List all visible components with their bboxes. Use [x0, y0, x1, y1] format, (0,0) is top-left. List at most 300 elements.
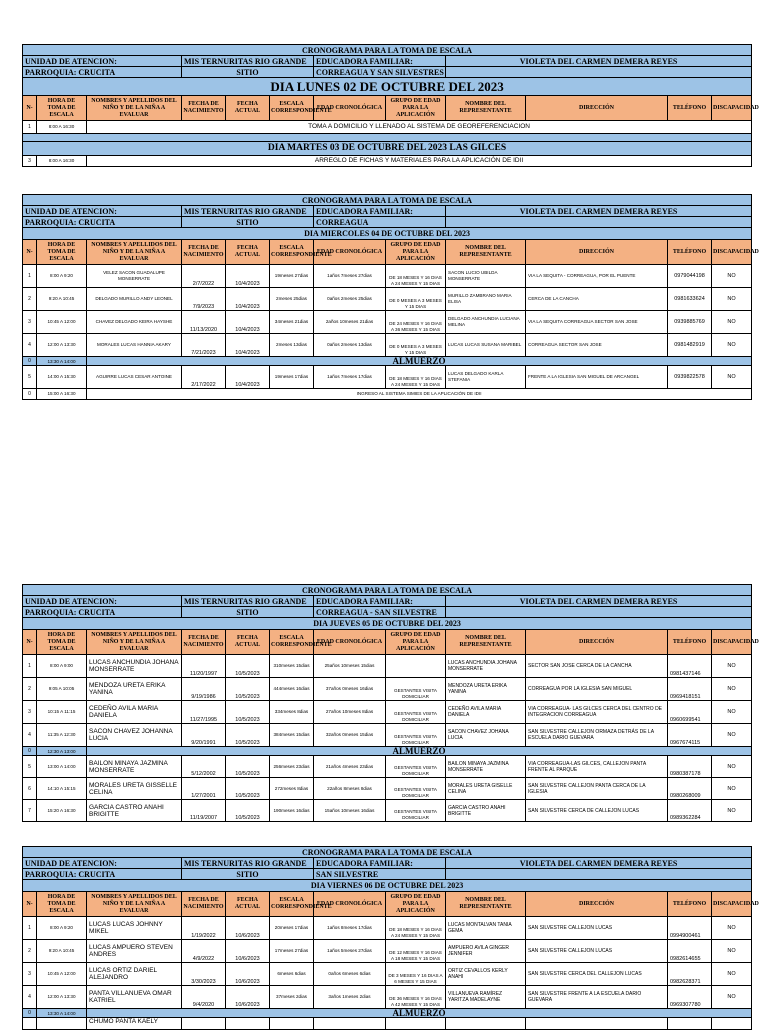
- row-direccion: VIA LA SEQUITA - CORREAGUA, POR EL PUENTE: [526, 265, 668, 288]
- row-representante: SACON CHAVEZ JOHANA LUCIA: [446, 724, 526, 747]
- unidad-value: MIS TERNURITAS RIO GRANDE: [182, 596, 314, 607]
- row-representante: LUCAS MONTALVAN TANIA GEMA: [446, 917, 526, 940]
- day-title-thursday: DIA JUEVES 05 DE OCTUBRE DEL 2023: [23, 618, 752, 630]
- row-edad: 1años 7meses 27dias: [314, 265, 386, 288]
- row-number: 2: [23, 678, 37, 701]
- row-child-name: AGUIRRE LUCAS CESAR ANTOINE: [87, 366, 182, 389]
- row-edad: 32años 0meses 15dias: [314, 724, 386, 747]
- col-header-discapacidad: DISCAPACIDAD: [712, 240, 752, 265]
- row-hora: 15:20 A 16:30: [37, 800, 87, 822]
- row-discapacidad: NO: [712, 986, 752, 1009]
- col-header-fecha-nac: FECHA DE NACIMIENTO: [182, 96, 226, 121]
- row-child-name: LUCAS AMPUERO STEVEN ANDRES: [87, 940, 182, 963]
- row-telefono: 0969307780: [668, 986, 712, 1009]
- row-number: 2: [23, 288, 37, 311]
- row-representante: LUCAS DELGADO KARLA STEFANIA: [446, 366, 526, 389]
- row-hora: 14:10 A 15:15: [37, 778, 87, 800]
- row-grupo: GESTANTES VISITA DOMICILIAR: [386, 778, 446, 800]
- row-fecha-nacimiento: 7/21/2023: [182, 334, 226, 357]
- row-fecha-actual: 10/5/2023: [226, 701, 270, 724]
- row-fecha-nacimiento: 11/20/1997: [182, 655, 226, 678]
- row-number: 5: [23, 366, 37, 389]
- row-hora: 8:00 A 16:30: [37, 121, 87, 134]
- col-header-direccion: DIRECCIÓN: [526, 892, 668, 917]
- col-header-hora: HORA DE TOMA DE ESCALA: [37, 892, 87, 917]
- row-number: 0: [23, 389, 37, 400]
- col-header-representante: NOMBRE DEL REPRESENTANTE: [446, 240, 526, 265]
- row-telefono: 0939822578: [668, 366, 712, 389]
- table-row: [23, 655, 752, 678]
- row-number: 1: [23, 265, 37, 288]
- row-discapacidad: NO: [712, 655, 752, 678]
- row-direccion: VIA LA SEQUITA CORREAGUA SECTOR SAN JOSE: [526, 311, 668, 334]
- row-edad: 0años 2meses 13dias: [314, 334, 386, 357]
- row-hora: 10:15 A 11:15: [37, 701, 87, 724]
- activity-message: TOMA A DOMICILIO Y LLENADO AL SISTEMA DE GEOREFERENCIACION: [87, 121, 752, 134]
- row-direccion: VIA CORREAGUA-LAS GILCES, CALLEJON PANTA FRENTE AL PARQUE: [526, 756, 668, 778]
- row-representante: LUCAS LUCAS SUSANA MARIBEL: [446, 334, 526, 357]
- unidad-value: MIS TERNURITAS RIO GRANDE: [182, 858, 314, 869]
- row-escala: 34meses 21dias: [270, 311, 314, 334]
- row-grupo: DE 0 MESES A 3 MESES Y 15 DIAS: [386, 288, 446, 311]
- col-header-discapacidad: DISCAPACIDAD: [712, 892, 752, 917]
- col-header-representante: NOMBRE DEL REPRESENTANTE: [446, 96, 526, 121]
- row-direccion: SAN SILVESTRE CALLEJON LUCAS: [526, 940, 668, 963]
- col-header-edad: EDAD CRONOLÓGICA: [314, 240, 386, 265]
- col-header-fecha-nac: FECHA DE NACIMIENTO: [182, 630, 226, 655]
- row-child-name: VELEZ SACON GUADALUPE MONSERRATE: [87, 265, 182, 288]
- col-header-n: N-: [23, 96, 37, 121]
- row-escala: 2meses 13dias: [270, 334, 314, 357]
- col-header-representante: NOMBRE DEL REPRESENTANTE: [446, 892, 526, 917]
- row-fecha-actual: 10/4/2023: [226, 311, 270, 334]
- row-number: 3: [23, 701, 37, 724]
- row-number: 7: [23, 800, 37, 822]
- table-row: [23, 701, 752, 724]
- row-telefono: 0960699541: [668, 701, 712, 724]
- row-edad: 0años 2meses 25dias: [314, 288, 386, 311]
- row-direccion: SECTOR SAN JOSE CERCA DE LA CANCHA: [526, 655, 668, 678]
- row-grupo: [386, 655, 446, 678]
- row-direccion: CORREAGUA POR LA IGLESIA SAN MIGUEL: [526, 678, 668, 701]
- row-edad: 1años 5meses 27dias: [314, 940, 386, 963]
- row-number: 5: [23, 756, 37, 778]
- row-hora: 9:05 A 10:05: [37, 678, 87, 701]
- col-header-grupo: GRUPO DE EDAD PARA LA APLICACIÓN: [386, 240, 446, 265]
- col-header-discapacidad: DISCAPACIDAD: [712, 96, 752, 121]
- col-header-hora: HORA DE TOMA DE ESCALA: [37, 96, 87, 121]
- col-header-n: N-: [23, 630, 37, 655]
- row-hora: 9:20 A 10:45: [37, 288, 87, 311]
- row-number: 3: [23, 963, 37, 986]
- col-header-discapacidad: DISCAPACIDAD: [712, 630, 752, 655]
- row-fecha-nacimiento: 11/13/2020: [182, 311, 226, 334]
- row-number: 4: [23, 724, 37, 747]
- row-representante: GARCIA CASTRO ANAHI BRIGITTE: [446, 800, 526, 822]
- row-fecha-nacimiento: 9/19/1986: [182, 678, 226, 701]
- sitio-value: CORREAGUA - SAN SILVESTRE: [314, 607, 446, 618]
- row-escala: 444meses 16dias: [270, 678, 314, 701]
- row-number: 1: [23, 655, 37, 678]
- row-edad: 0años 6meses 6dias: [314, 963, 386, 986]
- unidad-label: UNIDAD DE ATENCION:: [23, 596, 182, 607]
- day-title-monday: DIA LUNES 02 DE OCTUBRE DEL 2023: [23, 78, 752, 96]
- col-header-hora: HORA DE TOMA DE ESCALA: [37, 630, 87, 655]
- row-edad: 1años 8meses 17dias: [314, 917, 386, 940]
- table-row: [23, 756, 752, 778]
- col-header-telefono: TELÉFONO: [668, 240, 712, 265]
- row-number: 1: [23, 121, 37, 134]
- row-discapacidad: NO: [712, 800, 752, 822]
- row-child-name: PANTA VILLANUEVA OMAR KATRIEL: [87, 986, 182, 1009]
- row-fecha-actual: 10/5/2023: [226, 778, 270, 800]
- row-telefono: 0982614655: [668, 940, 712, 963]
- col-header-nombre: NOMBRES Y APELLIDOS DEL NIÑO Y DE LA NIÑA A EVALUAR: [87, 240, 182, 265]
- row-hora: 8:00 A 16:30: [37, 156, 87, 167]
- row-discapacidad: NO: [712, 701, 752, 724]
- row-escala: 2meses 25dias: [270, 288, 314, 311]
- row-fecha-actual: 10/5/2023: [226, 756, 270, 778]
- lunch-number: 0: [23, 1009, 37, 1018]
- row-fecha-actual: 10/6/2023: [226, 940, 270, 963]
- row-escala: 19meses 27dias: [270, 265, 314, 288]
- col-header-fecha-nac: FECHA DE NACIMIENTO: [182, 240, 226, 265]
- row-representante: MURILLO ZAMBRANO MARIA ELISA: [446, 288, 526, 311]
- row-hora: 9:20 A 10:45: [37, 940, 87, 963]
- row-representante: LUCAS ANCHUNDIA JOHANA MONSERRATE: [446, 655, 526, 678]
- row-grupo: GESTANTES VISITA DOMICILIAR: [386, 678, 446, 701]
- col-header-escala: ESCALA CORRESPONDIENTE: [270, 630, 314, 655]
- parroquia-label: PARROQUIA: CRUCITA: [23, 217, 182, 228]
- row-discapacidad: NO: [712, 756, 752, 778]
- schedule-block-3: [22, 584, 759, 822]
- row-number: 4: [23, 986, 37, 1009]
- row-hora: 10:45 A 12:00: [37, 963, 87, 986]
- row-fecha-actual: 10/4/2023: [226, 288, 270, 311]
- row-escala: 37meses 2dias: [270, 986, 314, 1009]
- row-grupo: GESTANTES VISITA DOMICILIAR: [386, 724, 446, 747]
- row-representante: AMPUERO AVILA GINGER JENNIFER: [446, 940, 526, 963]
- row-escala: 384meses 15dias: [270, 724, 314, 747]
- row-fecha-nacimiento: 5/12/2002: [182, 756, 226, 778]
- sitio-value: CORREAGUA: [314, 217, 446, 228]
- lunch-label: ALMUERZO: [87, 747, 752, 756]
- lunch-hora: 13:30 A 14:00: [37, 1009, 87, 1018]
- row-hora: 8:00 A 9:00: [37, 655, 87, 678]
- row-direccion: VIA CORREAGUA- LAS GILCES CERCA DEL CENTRO DE INTEGRACION CORREAGUA: [526, 701, 668, 724]
- row-fecha-actual: 10/5/2023: [226, 655, 270, 678]
- table-row: [23, 940, 752, 963]
- unidad-label: UNIDAD DE ATENCION:: [23, 206, 182, 217]
- row-number: 4: [23, 334, 37, 357]
- row-hora: 11:35 A 12:30: [37, 724, 87, 747]
- row-edad: 27años 10meses 8dias: [314, 701, 386, 724]
- schedule-block-4: [22, 846, 759, 1030]
- row-telefono: 0967674115: [668, 724, 712, 747]
- row-child-name: DELGADO MURILLO ANDY LEONEL: [87, 288, 182, 311]
- row-hora: 12:00 A 13:30: [37, 334, 87, 357]
- educadora-label: EDUCADORA FAMILIAR:: [314, 206, 446, 217]
- row-grupo: DE 18 MESES Y 16 DIAS A 24 MESES Y 15 DIAS: [386, 366, 446, 389]
- educadora-label: EDUCADORA FAMILIAR:: [314, 596, 446, 607]
- row-hora: 15:00 A 16:30: [37, 389, 87, 400]
- row-discapacidad: NO: [712, 334, 752, 357]
- col-header-nombre: NOMBRES Y APELLIDOS DEL NIÑO Y DE LA NIÑA A EVALUAR: [87, 630, 182, 655]
- col-header-escala: ESCALA CORRESPONDIENTE: [270, 96, 314, 121]
- table-row: [23, 334, 752, 357]
- lunch-hora: 13:30 A 14:00: [37, 357, 87, 366]
- row-grupo: DE 18 MESES Y 16 DIAS A 24 MESES Y 15 DIAS: [386, 265, 446, 288]
- col-header-fecha-actual: FECHA ACTUAL: [226, 96, 270, 121]
- row-hora: 12:00 A 13:30: [37, 986, 87, 1009]
- row-child-name: MORALES LUCAS HANNIA AKARY: [87, 334, 182, 357]
- row-direccion: FRENTE A LA IGLESIA SAN MIGUEL DE ARCANGEL: [526, 366, 668, 389]
- day-title-tuesday: DIA MARTES 03 DE OCTUBRE DEL 2023 LAS GILCES: [23, 142, 752, 156]
- educadora-value: VIOLETA DEL CARMEN DEMERA REYES: [446, 596, 752, 607]
- row-direccion: SAN SILVESTRE CALLEJON PANTA CERCA DE LA IGLESIA: [526, 778, 668, 800]
- row-hora: 13:00 A 14:00: [37, 756, 87, 778]
- sitio-value: CORREAGUA Y SAN SILVESTRES: [314, 67, 446, 78]
- row-telefono: 0939885769: [668, 311, 712, 334]
- row-representante: MORALES URETA GISELLE CELINA: [446, 778, 526, 800]
- row-grupo: GESTANTES VISITA DOMICILIAR: [386, 701, 446, 724]
- row-fecha-nacimiento: 7/9/2023: [182, 288, 226, 311]
- col-header-edad: EDAD CRONOLÓGICA: [314, 892, 386, 917]
- row-escala: 6meses 6dias: [270, 963, 314, 986]
- row-escala: 256meses 23dias: [270, 756, 314, 778]
- row-telefono: 0980268009: [668, 778, 712, 800]
- row-edad: 22años 8meses 8dias: [314, 778, 386, 800]
- row-edad: 3años 1meses 2dias: [314, 986, 386, 1009]
- col-header-grupo: GRUPO DE EDAD PARA LA APLICACIÓN: [386, 892, 446, 917]
- row-discapacidad: NO: [712, 963, 752, 986]
- row-edad: 2años 10meses 21dias: [314, 311, 386, 334]
- row-grupo: GESTANTES VISITA DOMICILIAR: [386, 800, 446, 822]
- parroquia-label: PARROQUIA: CRUCITA: [23, 869, 182, 880]
- row-discapacidad: NO: [712, 940, 752, 963]
- row-hora: 10:45 A 12:00: [37, 311, 87, 334]
- row-escala: 272meses 8dias: [270, 778, 314, 800]
- col-header-telefono: TELÉFONO: [668, 96, 712, 121]
- col-header-telefono: TELÉFONO: [668, 892, 712, 917]
- row-edad: 25años 10meses 15dias: [314, 655, 386, 678]
- row-discapacidad: NO: [712, 778, 752, 800]
- day-title-friday: DIA VIERNES 06 DE OCTUBRE DEL 2023: [23, 880, 752, 892]
- row-representante: CEDEÑO AVILA MARIA DANIELA: [446, 701, 526, 724]
- row-fecha-actual: 10/5/2023: [226, 678, 270, 701]
- row-child-name: MENDOZA URETA ERIKA YANINA: [87, 678, 182, 701]
- educadora-label: EDUCADORA FAMILIAR:: [314, 858, 446, 869]
- row-child-name: GARCIA CASTRO ANAHI BRIGITTE: [87, 800, 182, 822]
- row-fecha-nacimiento: 2/7/2022: [182, 265, 226, 288]
- schedule-title: CRONOGRAMA PARA LA TOMA DE ESCALA: [23, 585, 752, 596]
- row-grupo: DE 36 MESES Y 16 DIAS A 42 MESES Y 15 DIAS: [386, 986, 446, 1009]
- row-direccion: SAN SILVESTRE CALLEJON ORMAZA DETRÁS DE LA ESCUELA DARIO GUEVARA: [526, 724, 668, 747]
- col-header-representante: NOMBRE DEL REPRESENTANTE: [446, 630, 526, 655]
- sitio-label: SITIO: [182, 607, 314, 618]
- row-representante: VILLANUEVA RAMÍREZ YARITZA MADELAYNE: [446, 986, 526, 1009]
- row-discapacidad: NO: [712, 366, 752, 389]
- schedule-title: CRONOGRAMA PARA LA TOMA DE ESCALA: [23, 195, 752, 206]
- col-header-escala: ESCALA CORRESPONDIENTE: [270, 892, 314, 917]
- row-escala: 310meses 15dias: [270, 655, 314, 678]
- row-grupo: GESTANTES VISITA DOMICILIAR: [386, 756, 446, 778]
- row-escala: 17meses 27dias: [270, 940, 314, 963]
- row-telefono: 0969418151: [668, 678, 712, 701]
- row-fecha-actual: 10/6/2023: [226, 917, 270, 940]
- row-grupo: DE 24 MESES Y 16 DIAS A 36 MESES Y 15 DIAS: [386, 311, 446, 334]
- row-number: 6: [23, 778, 37, 800]
- row-fecha-actual: 10/4/2023: [226, 366, 270, 389]
- row-fecha-actual: 10/6/2023: [226, 986, 270, 1009]
- sitio-label: SITIO: [182, 869, 314, 880]
- row-fecha-actual: 10/5/2023: [226, 724, 270, 747]
- row-telefono: 0979044198: [668, 265, 712, 288]
- row-escala: 334meses 8dias: [270, 701, 314, 724]
- col-header-fecha-nac: FECHA DE NACIMIENTO: [182, 892, 226, 917]
- activity-message: ARREGLO DE FICHAS Y MATERIALES PARA LA APLICACIÓN DE IDII: [87, 156, 752, 167]
- row-escala: 190meses 16dias: [270, 800, 314, 822]
- sitio-label: SITIO: [182, 217, 314, 228]
- row-fecha-actual: 10/4/2023: [226, 334, 270, 357]
- lunch-label: ALMUERZO: [87, 1009, 752, 1018]
- row-grupo: DE 0 MESES A 3 MESES Y 15 DIAS: [386, 334, 446, 357]
- row-representante: DELGADO ANCHUNDIA LUCIANA MELINA: [446, 311, 526, 334]
- schedule-title: CRONOGRAMA PARA LA TOMA DE ESCALA: [23, 847, 752, 858]
- educadora-value: VIOLETA DEL CARMEN DEMERA REYES: [446, 858, 752, 869]
- col-header-fecha-actual: FECHA ACTUAL: [226, 240, 270, 265]
- row-edad: 1años 7meses 17dias: [314, 366, 386, 389]
- row-escala: 19meses 17dias: [270, 366, 314, 389]
- row-grupo: DE 3 MESES Y 16 DIAS A 6 MESES Y 15 DIAS: [386, 963, 446, 986]
- row-child-name: CHAVEZ DELGADO KEIRA HAYSHE: [87, 311, 182, 334]
- row-fecha-nacimiento: 11/27/1995: [182, 701, 226, 724]
- col-header-edad: EDAD CRONOLÓGICA: [314, 96, 386, 121]
- parroquia-label: PARROQUIA: CRUCITA: [23, 67, 182, 78]
- row-hora: 8:00 A 9:20: [37, 917, 87, 940]
- row-child-name: MORALES URETA GISSELLE CELINA: [87, 778, 182, 800]
- col-header-edad: EDAD CRONOLÓGICA: [314, 630, 386, 655]
- lunch-number: 0: [23, 357, 37, 366]
- unidad-value: MIS TERNURITAS RIO GRANDE: [182, 206, 314, 217]
- col-header-hora: HORA DE TOMA DE ESCALA: [37, 240, 87, 265]
- row-representante: ORTIZ CEVALLOS KERLY ANAHI: [446, 963, 526, 986]
- table-row: [23, 724, 752, 747]
- row-fecha-nacimiento: 2/17/2022: [182, 366, 226, 389]
- educadora-label: EDUCADORA FAMILIAR:: [314, 56, 446, 67]
- row-fecha-nacimiento: 1/19/2022: [182, 917, 226, 940]
- row-number: 3: [23, 311, 37, 334]
- row-fecha-nacimiento: 9/4/2020: [182, 986, 226, 1009]
- table-row: [23, 986, 752, 1009]
- schedule-block-2: [22, 194, 759, 400]
- partial-child-name: CHUMO PANTA KAELY: [87, 1018, 182, 1030]
- row-direccion: SAN SILVESTRE FRENTE A LA ESCUELA DARIO GUEVARA: [526, 986, 668, 1009]
- unidad-value: MIS TERNURITAS RIO GRANDE: [182, 56, 314, 67]
- row-number: 3: [23, 156, 37, 167]
- col-header-grupo: GRUPO DE EDAD PARA LA APLICACIÓN: [386, 96, 446, 121]
- row-telefono: 0980387178: [668, 756, 712, 778]
- row-representante: BAILON MINAYA JAZMINA MONSERRATE: [446, 756, 526, 778]
- row-child-name: BAILON MINAYA JAZMINA MONSERRATE: [87, 756, 182, 778]
- schedule-block-1: [22, 44, 759, 167]
- row-representante: MENDOZA URETA ERIKA YANINA: [446, 678, 526, 701]
- lunch-hora: 12:30 A 13:00: [37, 747, 87, 756]
- row-child-name: LUCAS ORTIZ DARIEL ALEJANDRO: [87, 963, 182, 986]
- row-child-name: LUCAS ANCHUNDIA JOHANA MONSERRATE: [87, 655, 182, 678]
- row-telefono: 0982628371: [668, 963, 712, 986]
- table-row: [23, 800, 752, 822]
- day-title-wednesday: DIA MIERCOLES 04 DE OCTUBRE DEL 2023: [23, 228, 752, 240]
- row-fecha-nacimiento: 9/20/1991: [182, 724, 226, 747]
- row-telefono: 0981482919: [668, 334, 712, 357]
- row-fecha-nacimiento: 3/30/2023: [182, 963, 226, 986]
- col-header-grupo: GRUPO DE EDAD PARA LA APLICACIÓN: [386, 630, 446, 655]
- row-escala: 20meses 17dias: [270, 917, 314, 940]
- row-edad: 37años 0meses 16dias: [314, 678, 386, 701]
- lunch-label: ALMUERZO: [87, 357, 752, 366]
- educadora-value: VIOLETA DEL CARMEN DEMERA REYES: [446, 206, 752, 217]
- row-fecha-actual: 10/6/2023: [226, 963, 270, 986]
- row-direccion: SAN SILVESTRE CALLEJON LUCAS: [526, 917, 668, 940]
- table-row: [23, 917, 752, 940]
- row-discapacidad: NO: [712, 265, 752, 288]
- lunch-number: 0: [23, 747, 37, 756]
- row-discapacidad: NO: [712, 724, 752, 747]
- row-discapacidad: NO: [712, 917, 752, 940]
- row-discapacidad: NO: [712, 288, 752, 311]
- col-header-direccion: DIRECCIÓN: [526, 630, 668, 655]
- sitio-value: SAN SILVESTRE: [314, 869, 446, 880]
- row-hora: 14:00 A 15:30: [37, 366, 87, 389]
- schedule-title: CRONOGRAMA PARA LA TOMA DE ESCALA: [23, 45, 752, 56]
- row-child-name: LUCAS LUCAS JOHNNY MIKEL: [87, 917, 182, 940]
- col-header-direccion: DIRECCIÓN: [526, 96, 668, 121]
- row-number: 2: [23, 940, 37, 963]
- col-header-fecha-actual: FECHA ACTUAL: [226, 892, 270, 917]
- row-direccion: CORREAGUA SECTOR SAN JOSE: [526, 334, 668, 357]
- table-row: [23, 288, 752, 311]
- row-fecha-nacimiento: 1/27/2001: [182, 778, 226, 800]
- unidad-label: UNIDAD DE ATENCION:: [23, 858, 182, 869]
- sitio-label: SITIO: [182, 67, 314, 78]
- col-header-direccion: DIRECCIÓN: [526, 240, 668, 265]
- row-fecha-nacimiento: 4/9/2022: [182, 940, 226, 963]
- row-grupo: DE 12 MESES Y 16 DIAS A 18 MESES Y 15 DIAS: [386, 940, 446, 963]
- row-telefono: 0981633624: [668, 288, 712, 311]
- row-fecha-actual: 10/4/2023: [226, 265, 270, 288]
- row-direccion: SAN SILVESTRE CERCA DEL CALLEJON LUCAS: [526, 963, 668, 986]
- row-fecha-nacimiento: 11/19/2007: [182, 800, 226, 822]
- parroquia-label: PARROQUIA: CRUCITA: [23, 607, 182, 618]
- table-row: [23, 265, 752, 288]
- table-row: [23, 311, 752, 334]
- col-header-nombre: NOMBRES Y APELLIDOS DEL NIÑO Y DE LA NIÑA A EVALUAR: [87, 96, 182, 121]
- row-discapacidad: NO: [712, 678, 752, 701]
- row-child-name: CEDEÑO AVILA MARIA DANIELA: [87, 701, 182, 724]
- col-header-fecha-actual: FECHA ACTUAL: [226, 630, 270, 655]
- row-fecha-actual: 10/5/2023: [226, 800, 270, 822]
- col-header-n: N-: [23, 240, 37, 265]
- col-header-escala: ESCALA CORRESPONDIENTE: [270, 240, 314, 265]
- unidad-label: UNIDAD DE ATENCION:: [23, 56, 182, 67]
- row-telefono: 0989362284: [668, 800, 712, 822]
- row-telefono: 0994900461: [668, 917, 712, 940]
- row-direccion: SAN SILVESTRE CERCA DE CALLEJON LUCAS: [526, 800, 668, 822]
- educadora-value: VIOLETA DEL CARMEN DEMERA REYES: [446, 56, 752, 67]
- row-grupo: DE 18 MESES Y 16 DIAS A 24 MESES Y 15 DIAS: [386, 917, 446, 940]
- row-edad: 21años 4meses 23dias: [314, 756, 386, 778]
